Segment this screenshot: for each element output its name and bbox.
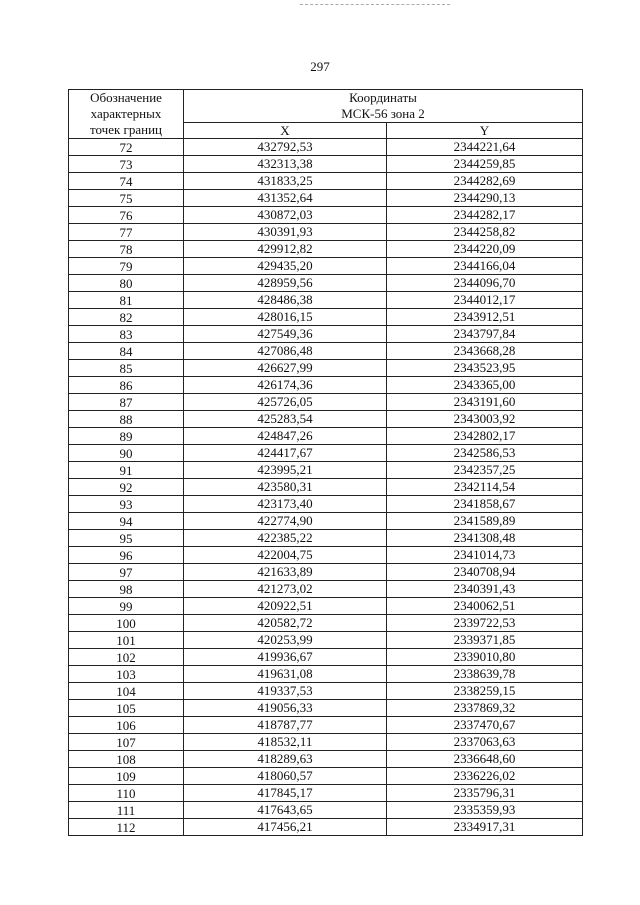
y-coordinate-cell: 2344012,17 xyxy=(387,292,583,309)
point-cell: 81 xyxy=(69,292,184,309)
point-cell: 90 xyxy=(69,445,184,462)
x-coordinate-cell: 421273,02 xyxy=(184,581,387,598)
point-header-line-1: Обозначение xyxy=(90,90,162,105)
table-row xyxy=(69,479,583,496)
point-cell: 73 xyxy=(69,156,184,173)
table-row xyxy=(69,819,583,836)
point-cell: 78 xyxy=(69,241,184,258)
table-row xyxy=(69,292,583,309)
y-coordinate-cell: 2335796,31 xyxy=(387,785,583,802)
table-row xyxy=(69,462,583,479)
x-coordinate-cell: 419056,33 xyxy=(184,700,387,717)
table-row xyxy=(69,785,583,802)
y-coordinate-cell: 2337063,63 xyxy=(387,734,583,751)
point-cell: 98 xyxy=(69,581,184,598)
x-coordinate-cell: 418060,57 xyxy=(184,768,387,785)
point-cell: 72 xyxy=(69,139,184,156)
y-coordinate-cell: 2341858,67 xyxy=(387,496,583,513)
y-coordinate-cell: 2344259,85 xyxy=(387,156,583,173)
table-row xyxy=(69,411,583,428)
x-coordinate-cell: 427086,48 xyxy=(184,343,387,360)
table-row xyxy=(69,139,583,156)
point-header-line-3: точек границ xyxy=(89,122,163,137)
table-row xyxy=(69,360,583,377)
point-cell: 85 xyxy=(69,360,184,377)
point-cell: 97 xyxy=(69,564,184,581)
point-cell: 106 xyxy=(69,717,184,734)
x-coordinate-cell: 432792,53 xyxy=(184,139,387,156)
table-row xyxy=(69,802,583,819)
x-coordinate-cell: 431833,25 xyxy=(184,173,387,190)
y-coordinate-cell: 2344096,70 xyxy=(387,275,583,292)
table-row xyxy=(69,258,583,275)
point-cell: 88 xyxy=(69,411,184,428)
y-coordinate-cell: 2336648,60 xyxy=(387,751,583,768)
x-coordinate-cell: 419936,67 xyxy=(184,649,387,666)
y-coordinate-cell: 2344258,82 xyxy=(387,224,583,241)
x-coordinate-cell: 418787,77 xyxy=(184,717,387,734)
y-coordinate-cell: 2344220,09 xyxy=(387,241,583,258)
point-cell: 99 xyxy=(69,598,184,615)
scan-artifact-line xyxy=(300,4,450,5)
y-coordinate-cell: 2339371,85 xyxy=(387,632,583,649)
y-coordinate-cell: 2343912,51 xyxy=(387,309,583,326)
x-coordinate-cell: 426174,36 xyxy=(184,377,387,394)
y-coordinate-cell: 2342357,25 xyxy=(387,462,583,479)
x-coordinate-cell: 428959,56 xyxy=(184,275,387,292)
point-cell: 104 xyxy=(69,683,184,700)
y-coordinate-cell: 2342802,17 xyxy=(387,428,583,445)
x-coordinate-cell: 417643,65 xyxy=(184,802,387,819)
y-coordinate-cell: 2334917,31 xyxy=(387,819,583,836)
y-coordinate-cell: 2344166,04 xyxy=(387,258,583,275)
x-coordinate-cell: 426627,99 xyxy=(184,360,387,377)
point-cell: 111 xyxy=(69,802,184,819)
point-cell: 77 xyxy=(69,224,184,241)
point-cell: 102 xyxy=(69,649,184,666)
y-coordinate-cell: 2344282,69 xyxy=(387,173,583,190)
x-coordinate-cell: 424417,67 xyxy=(184,445,387,462)
point-cell: 93 xyxy=(69,496,184,513)
table-row xyxy=(69,530,583,547)
table-row xyxy=(69,326,583,343)
table-row xyxy=(69,428,583,445)
table-row xyxy=(69,224,583,241)
point-cell: 107 xyxy=(69,734,184,751)
table-row xyxy=(69,394,583,411)
x-coordinate-cell: 417845,17 xyxy=(184,785,387,802)
x-coordinate-cell: 432313,38 xyxy=(184,156,387,173)
x-coordinate-cell: 423580,31 xyxy=(184,479,387,496)
table-row xyxy=(69,683,583,700)
coordinates-header xyxy=(184,90,583,123)
point-cell: 74 xyxy=(69,173,184,190)
x-coordinate-cell: 430391,93 xyxy=(184,224,387,241)
y-coordinate-cell: 2344290,13 xyxy=(387,190,583,207)
y-coordinate-cell: 2338259,15 xyxy=(387,683,583,700)
table-row xyxy=(69,632,583,649)
coordinates-table xyxy=(68,89,583,836)
point-column-header xyxy=(69,90,184,139)
y-coordinate-cell: 2342586,53 xyxy=(387,445,583,462)
y-coordinate-cell: 2344282,17 xyxy=(387,207,583,224)
y-coordinate-cell: 2343003,92 xyxy=(387,411,583,428)
table-row xyxy=(69,190,583,207)
table-row xyxy=(69,207,583,224)
x-coordinate-cell: 418289,63 xyxy=(184,751,387,768)
y-coordinate-cell: 2344221,64 xyxy=(387,139,583,156)
y-coordinate-cell: 2343365,00 xyxy=(387,377,583,394)
point-cell: 112 xyxy=(69,819,184,836)
table-row xyxy=(69,377,583,394)
point-cell: 89 xyxy=(69,428,184,445)
y-coordinate-cell: 2343523,95 xyxy=(387,360,583,377)
table-row xyxy=(69,734,583,751)
table-row xyxy=(69,649,583,666)
x-coordinate-cell: 431352,64 xyxy=(184,190,387,207)
y-coordinate-cell: 2343668,28 xyxy=(387,343,583,360)
point-cell: 91 xyxy=(69,462,184,479)
x-coordinate-cell: 422385,22 xyxy=(184,530,387,547)
point-cell: 95 xyxy=(69,530,184,547)
point-cell: 108 xyxy=(69,751,184,768)
point-header-line-2: характерных xyxy=(90,106,162,121)
y-coordinate-cell: 2341589,89 xyxy=(387,513,583,530)
y-coordinate-cell: 2341014,73 xyxy=(387,547,583,564)
point-cell: 82 xyxy=(69,309,184,326)
x-coordinate-cell: 427549,36 xyxy=(184,326,387,343)
table-row xyxy=(69,343,583,360)
y-coordinate-cell: 2340391,43 xyxy=(387,581,583,598)
point-cell: 96 xyxy=(69,547,184,564)
y-coordinate-cell: 2338639,78 xyxy=(387,666,583,683)
table-row xyxy=(69,768,583,785)
table-row xyxy=(69,615,583,632)
point-cell: 105 xyxy=(69,700,184,717)
x-coordinate-cell: 424847,26 xyxy=(184,428,387,445)
x-coordinate-cell: 418532,11 xyxy=(184,734,387,751)
x-coordinate-cell: 423173,40 xyxy=(184,496,387,513)
point-cell: 103 xyxy=(69,666,184,683)
x-coordinate-cell: 420253,99 xyxy=(184,632,387,649)
table-row xyxy=(69,445,583,462)
table-row xyxy=(69,547,583,564)
point-cell: 87 xyxy=(69,394,184,411)
x-coordinate-cell: 422774,90 xyxy=(184,513,387,530)
point-cell: 94 xyxy=(69,513,184,530)
y-coordinate-cell: 2335359,93 xyxy=(387,802,583,819)
x-coordinate-cell: 419337,53 xyxy=(184,683,387,700)
y-coordinate-cell: 2341308,48 xyxy=(387,530,583,547)
y-coordinate-cell: 2343797,84 xyxy=(387,326,583,343)
point-cell: 101 xyxy=(69,632,184,649)
point-cell: 86 xyxy=(69,377,184,394)
x-coordinate-cell: 425726,05 xyxy=(184,394,387,411)
x-coordinate-cell: 428486,38 xyxy=(184,292,387,309)
coords-header-line-2: МСК-56 зона 2 xyxy=(341,106,425,121)
table-row xyxy=(69,513,583,530)
x-coordinate-cell: 420582,72 xyxy=(184,615,387,632)
point-cell: 100 xyxy=(69,615,184,632)
table-body xyxy=(69,139,583,836)
x-coordinate-cell: 421633,89 xyxy=(184,564,387,581)
table-row xyxy=(69,751,583,768)
table-row xyxy=(69,173,583,190)
point-cell: 83 xyxy=(69,326,184,343)
x-coordinate-cell: 425283,54 xyxy=(184,411,387,428)
y-coordinate-cell: 2339010,80 xyxy=(387,649,583,666)
table-row xyxy=(69,156,583,173)
y-coordinate-cell: 2342114,54 xyxy=(387,479,583,496)
point-cell: 110 xyxy=(69,785,184,802)
point-cell: 84 xyxy=(69,343,184,360)
y-coordinate-cell: 2337869,32 xyxy=(387,700,583,717)
y-coordinate-cell: 2339722,53 xyxy=(387,615,583,632)
y-coordinate-cell: 2340708,94 xyxy=(387,564,583,581)
y-coordinate-cell: 2340062,51 xyxy=(387,598,583,615)
x-coordinate-cell: 429912,82 xyxy=(184,241,387,258)
point-cell: 109 xyxy=(69,768,184,785)
point-cell: 76 xyxy=(69,207,184,224)
table-row xyxy=(69,496,583,513)
y-coordinate-cell: 2343191,60 xyxy=(387,394,583,411)
table-row xyxy=(69,598,583,615)
x-coordinate-cell: 422004,75 xyxy=(184,547,387,564)
table-row xyxy=(69,275,583,292)
point-cell: 80 xyxy=(69,275,184,292)
page-number: 297 xyxy=(310,59,330,74)
x-coordinate-cell: 430872,03 xyxy=(184,207,387,224)
x-coordinate-cell: 417456,21 xyxy=(184,819,387,836)
x-coordinate-cell: 423995,21 xyxy=(184,462,387,479)
table-row xyxy=(69,309,583,326)
coords-header-line-1: Координаты xyxy=(349,90,417,105)
table-row xyxy=(69,700,583,717)
table-row xyxy=(69,666,583,683)
point-cell: 79 xyxy=(69,258,184,275)
x-column-header: X xyxy=(184,123,387,139)
x-coordinate-cell: 419631,08 xyxy=(184,666,387,683)
point-cell: 92 xyxy=(69,479,184,496)
x-coordinate-cell: 428016,15 xyxy=(184,309,387,326)
table-row xyxy=(69,564,583,581)
y-coordinate-cell: 2336226,02 xyxy=(387,768,583,785)
y-column-header: Y xyxy=(387,123,583,139)
table-row xyxy=(69,717,583,734)
x-coordinate-cell: 420922,51 xyxy=(184,598,387,615)
table-row xyxy=(69,241,583,258)
x-coordinate-cell: 429435,20 xyxy=(184,258,387,275)
point-cell: 75 xyxy=(69,190,184,207)
table-row xyxy=(69,581,583,598)
y-coordinate-cell: 2337470,67 xyxy=(387,717,583,734)
